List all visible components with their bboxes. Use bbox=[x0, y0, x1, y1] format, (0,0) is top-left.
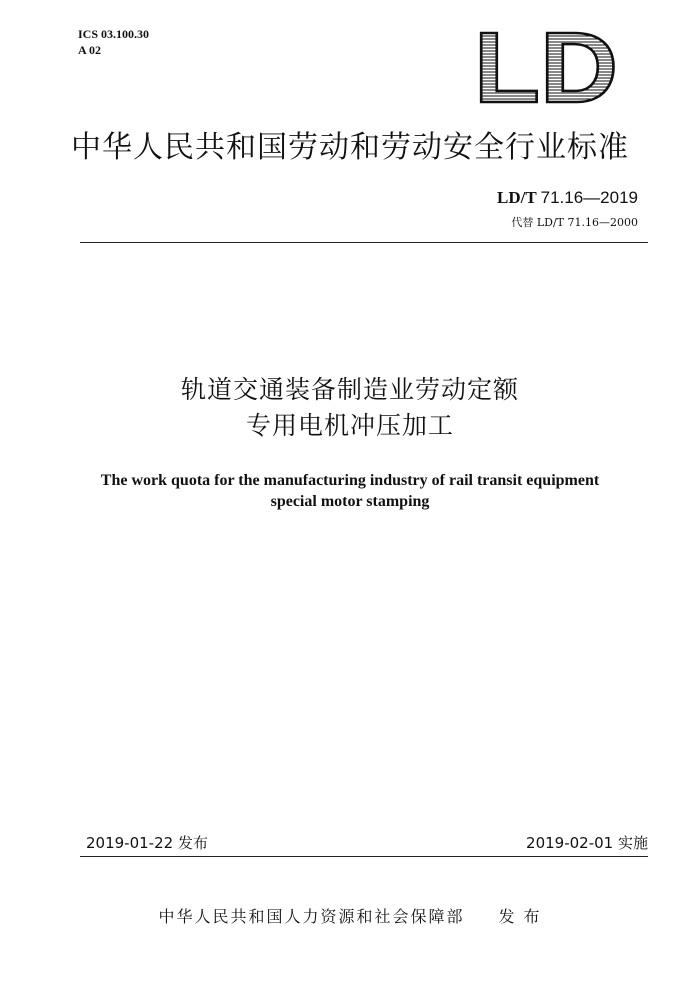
issue-date: 2019-01-22 发布 bbox=[86, 834, 208, 852]
standard-code-number: 71.16—2019 bbox=[540, 188, 638, 207]
ics-code: ICS 03.100.30 bbox=[78, 27, 150, 41]
footer-divider bbox=[80, 856, 648, 857]
ld-logo bbox=[474, 20, 620, 108]
issuing-organization: 中华人民共和国人力资源和社会保障部 bbox=[158, 907, 465, 926]
ccs-code: A 02 bbox=[78, 43, 102, 57]
english-title-line-1: The work quota for the manufacturing industry of rail transit equipment bbox=[100, 472, 600, 489]
issuing-authority bbox=[0, 904, 700, 927]
chinese-title-line-1: 轨道交通装备制造业劳动定额 bbox=[180, 375, 519, 404]
effective-date: 2019-02-01 实施 bbox=[526, 834, 648, 852]
english-title-line-2: special motor stamping bbox=[270, 493, 430, 510]
standard-category-title: 中华人民共和国劳动和劳动安全行业标准 bbox=[71, 130, 629, 165]
header-divider bbox=[80, 242, 648, 243]
replaces-standard: 代替 LD/T 71.16—2000 bbox=[511, 216, 638, 229]
english-title bbox=[0, 470, 700, 512]
standard-code-prefix: LD/T bbox=[497, 188, 537, 207]
svg-text:LD: LD bbox=[474, 20, 618, 108]
issue-action: 发 布 bbox=[498, 907, 542, 926]
chinese-title-line-2: 专用电机冲压加工 bbox=[245, 411, 454, 440]
classification-codes bbox=[78, 26, 149, 58]
chinese-title bbox=[0, 372, 700, 444]
standard-code bbox=[497, 188, 638, 208]
